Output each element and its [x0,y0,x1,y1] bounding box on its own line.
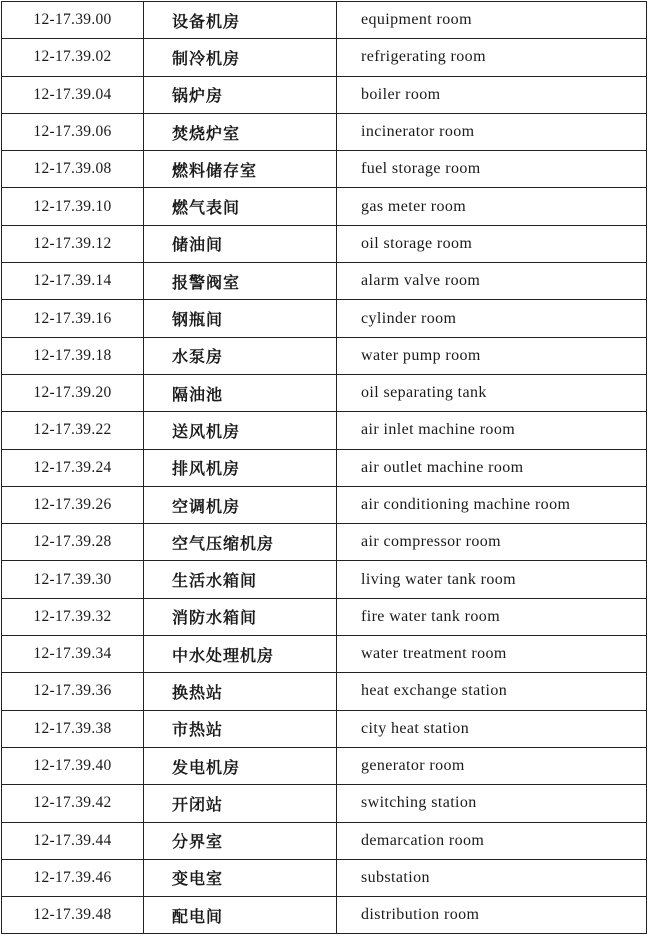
code-cell: 12-17.39.36 [2,673,144,710]
chinese-term-cell: 分界室 [144,822,337,859]
chinese-term-cell: 燃料储存室 [144,151,337,188]
english-term-cell: water pump room [337,337,647,374]
chinese-term-cell: 制冷机房 [144,39,337,76]
code-cell: 12-17.39.40 [2,747,144,784]
chinese-term-cell: 储油间 [144,225,337,262]
english-term-cell: city heat station [337,710,647,747]
chinese-term-cell: 锅炉房 [144,76,337,113]
code-cell: 12-17.39.48 [2,897,144,934]
english-term-cell: air conditioning machine room [337,486,647,523]
table-row [2,747,647,784]
chinese-term-cell: 焚烧炉室 [144,113,337,150]
code-cell: 12-17.39.06 [2,113,144,150]
english-term-cell: air inlet machine room [337,412,647,449]
code-cell: 12-17.39.30 [2,561,144,598]
chinese-term-cell: 发电机房 [144,747,337,784]
table-row [2,337,647,374]
chinese-term-cell: 报警阀室 [144,263,337,300]
english-term-cell: substation [337,859,647,896]
table-row [2,486,647,523]
english-term-cell: distribution room [337,897,647,934]
english-term-cell: refrigerating room [337,39,647,76]
table-row [2,636,647,673]
english-term-cell: oil separating tank [337,374,647,411]
chinese-term-cell: 水泵房 [144,337,337,374]
code-cell: 12-17.39.18 [2,337,144,374]
english-term-cell: incinerator room [337,113,647,150]
table-row [2,412,647,449]
code-cell: 12-17.39.02 [2,39,144,76]
code-cell: 12-17.39.20 [2,374,144,411]
table-row [2,113,647,150]
code-cell: 12-17.39.32 [2,598,144,635]
code-cell: 12-17.39.10 [2,188,144,225]
table-row [2,710,647,747]
table-row [2,76,647,113]
code-cell: 12-17.39.24 [2,449,144,486]
chinese-term-cell: 排风机房 [144,449,337,486]
chinese-term-cell: 钢瓶间 [144,300,337,337]
english-term-cell: boiler room [337,76,647,113]
english-term-cell: air outlet machine room [337,449,647,486]
chinese-term-cell: 空调机房 [144,486,337,523]
english-term-cell: generator room [337,747,647,784]
code-cell: 12-17.39.46 [2,859,144,896]
code-cell: 12-17.39.42 [2,785,144,822]
chinese-term-cell: 中水处理机房 [144,636,337,673]
chinese-term-cell: 开闭站 [144,785,337,822]
english-term-cell: air compressor room [337,524,647,561]
english-term-cell: switching station [337,785,647,822]
table-row [2,374,647,411]
code-cell: 12-17.39.22 [2,412,144,449]
code-cell: 12-17.39.28 [2,524,144,561]
table-row [2,39,647,76]
chinese-term-cell: 燃气表间 [144,188,337,225]
chinese-term-cell: 生活水箱间 [144,561,337,598]
terminology-table-container [1,1,647,934]
table-row [2,897,647,934]
code-cell: 12-17.39.04 [2,76,144,113]
chinese-term-cell: 送风机房 [144,412,337,449]
english-term-cell: water treatment room [337,636,647,673]
chinese-term-cell: 设备机房 [144,2,337,39]
code-cell: 12-17.39.26 [2,486,144,523]
english-term-cell: alarm valve room [337,263,647,300]
english-term-cell: heat exchange station [337,673,647,710]
code-cell: 12-17.39.34 [2,636,144,673]
table-row [2,859,647,896]
table-row [2,524,647,561]
code-cell: 12-17.39.14 [2,263,144,300]
chinese-term-cell: 市热站 [144,710,337,747]
code-cell: 12-17.39.00 [2,2,144,39]
table-row [2,561,647,598]
english-term-cell: gas meter room [337,188,647,225]
english-term-cell: living water tank room [337,561,647,598]
chinese-term-cell: 变电室 [144,859,337,896]
english-term-cell: fire water tank room [337,598,647,635]
table-row [2,449,647,486]
english-term-cell: oil storage room [337,225,647,262]
table-row [2,225,647,262]
table-row [2,785,647,822]
chinese-term-cell: 空气压缩机房 [144,524,337,561]
english-term-cell: fuel storage room [337,151,647,188]
code-cell: 12-17.39.12 [2,225,144,262]
chinese-term-cell: 消防水箱间 [144,598,337,635]
english-term-cell: equipment room [337,2,647,39]
english-term-cell: cylinder room [337,300,647,337]
code-cell: 12-17.39.38 [2,710,144,747]
table-row [2,151,647,188]
table-row [2,598,647,635]
table-row [2,673,647,710]
table-row [2,263,647,300]
code-cell: 12-17.39.16 [2,300,144,337]
chinese-term-cell: 换热站 [144,673,337,710]
terminology-table [1,1,647,934]
table-row [2,188,647,225]
table-body [2,2,647,934]
chinese-term-cell: 配电间 [144,897,337,934]
code-cell: 12-17.39.44 [2,822,144,859]
english-term-cell: demarcation room [337,822,647,859]
table-row [2,2,647,39]
code-cell: 12-17.39.08 [2,151,144,188]
table-row [2,822,647,859]
chinese-term-cell: 隔油池 [144,374,337,411]
table-row [2,300,647,337]
